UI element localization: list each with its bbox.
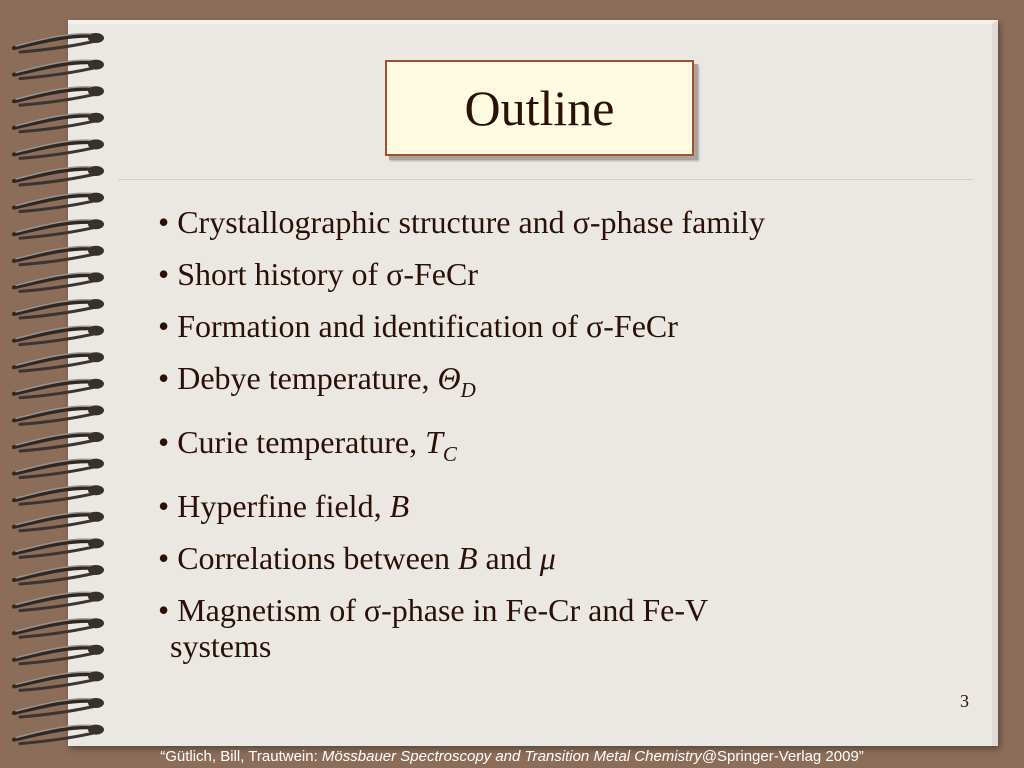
title-box [385, 60, 694, 156]
bullet-marker: • [158, 424, 170, 460]
spiral-binding-coil-icon [14, 139, 104, 158]
footer-suffix: @Springer-Verlag 2009” [701, 748, 864, 765]
spiral-binding-coil-icon [14, 459, 104, 478]
spiral-binding-coil-icon [14, 565, 104, 584]
math-symbol: Θ [437, 360, 461, 396]
spiral-binding-coil-icon [14, 219, 104, 238]
outline-item-text: Formation and identification of σ-FeCr [177, 308, 678, 344]
math-subscript: C [442, 442, 457, 466]
spiral-binding-coil-icon [14, 86, 104, 105]
footer-book-title: Mössbauer Spectroscopy and Transition Metal Chemistry [321, 748, 702, 765]
spiral-binding-coil-icon [14, 432, 104, 451]
bullet-marker: • [158, 204, 170, 240]
math-symbol: B [458, 540, 478, 576]
outline-list [158, 202, 958, 674]
outline-item [158, 306, 958, 346]
bullet-marker: • [158, 592, 170, 628]
math-symbol: B [389, 488, 410, 524]
outline-item-text: Crystallographic structure and σ-phase family [177, 204, 765, 240]
spiral-binding-coil-icon [14, 299, 104, 318]
outline-item [158, 590, 958, 662]
outline-item [158, 486, 958, 526]
spiral-binding-coil-icon [14, 272, 104, 291]
math-symbol: T [425, 424, 443, 460]
slide-title: Outline [464, 80, 615, 136]
outline-item-continuation: systems [170, 628, 272, 664]
bullet-marker: • [158, 488, 170, 524]
spiral-binding-coil-icon [14, 645, 104, 664]
spiral-binding-coil-icon [14, 113, 104, 132]
outline-item-text: Short history of σ-FeCr [177, 256, 478, 292]
outline-item [158, 538, 958, 578]
bullet-marker: • [158, 256, 170, 292]
page-number: 3 [960, 691, 969, 711]
outline-item-text: Debye temperature, [177, 360, 438, 396]
outline-item [158, 358, 958, 410]
spiral-binding-coil-icon [14, 33, 104, 52]
spiral-binding-coil-icon [14, 592, 104, 611]
spiral-binding-coil-icon [14, 60, 104, 79]
math-symbol: μ [539, 540, 556, 576]
outline-item-text: Magnetism of σ-phase in Fe-Cr and Fe-V [177, 592, 709, 628]
spiral-binding-coil-icon [14, 166, 104, 185]
spiral-binding-coil-icon [14, 512, 104, 531]
footer-citation [0, 746, 1024, 768]
spiral-binding-coil-icon [14, 485, 104, 504]
title-divider [118, 179, 973, 180]
footer-prefix: “Gütlich, Bill, Trautwein: [160, 748, 322, 765]
bullet-marker: • [158, 540, 170, 576]
outline-item-text: Curie temperature, [177, 424, 426, 460]
spiral-binding-coil-icon [14, 725, 104, 744]
spiral-binding-coil-icon [14, 326, 104, 345]
bullet-marker: • [158, 360, 170, 396]
spiral-binding-coil-icon [14, 405, 104, 424]
outline-item-text: Hyperfine field, [177, 488, 390, 524]
spiral-binding-coil-icon [14, 379, 104, 398]
outline-item [158, 422, 958, 474]
outline-item [158, 254, 958, 294]
spiral-binding-coil-icon [14, 246, 104, 265]
spiral-binding-coil-icon [14, 538, 104, 557]
outline-item-text: and [477, 540, 540, 576]
outline-item-text: Correlations between [177, 540, 458, 576]
outline-item [158, 202, 958, 242]
bullet-marker: • [158, 308, 170, 344]
spiral-binding-coil-icon [14, 352, 104, 371]
math-subscript: D [460, 378, 476, 402]
spiral-binding-coil-icon [14, 671, 104, 690]
spiral-binding-coil-icon [14, 193, 104, 212]
spiral-binding-coil-icon [14, 618, 104, 637]
spiral-binding-coil-icon [14, 698, 104, 717]
spiral-binding [0, 0, 120, 768]
